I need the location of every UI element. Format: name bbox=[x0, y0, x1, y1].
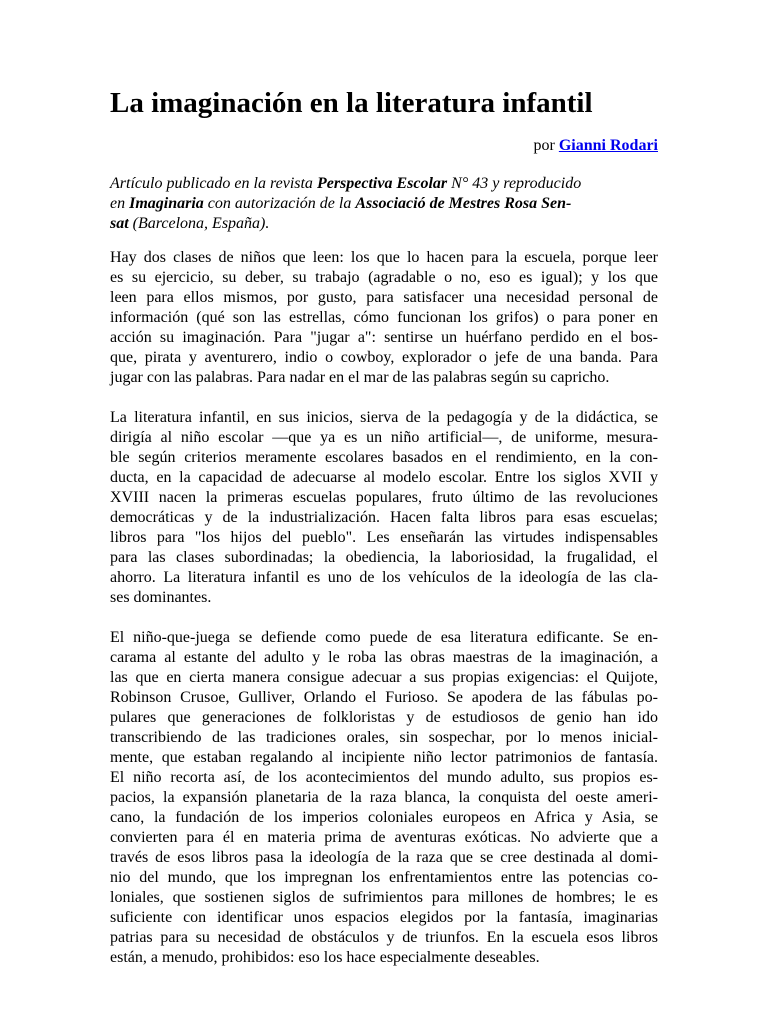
article-body bbox=[110, 248, 658, 988]
paragraph-line: transcribiendo de las tradiciones orales, sin sospechar, por lo menos inicial- bbox=[110, 729, 658, 746]
association-name: Associació de Mestres Rosa Sen- bbox=[355, 195, 572, 212]
paragraph-line: suficiente con identificar unos espacios elegidos por la fantasía, imaginarias bbox=[110, 909, 658, 926]
magazine-name: Perspectiva Escolar bbox=[316, 175, 448, 192]
byline-prefix: por bbox=[533, 137, 559, 154]
note-text: Artículo publicado en la revista bbox=[110, 175, 317, 192]
paragraph-line: leen para ellos mismos, por gusto, para satisfacer una necesidad personal de bbox=[110, 289, 658, 306]
author-link[interactable]: Gianni Rodari bbox=[558, 137, 658, 154]
paragraph-line: las que en cierta manera consigue adecuar a sus propias exigencias: el Quijote, bbox=[110, 669, 658, 686]
paragraph-line: loniales, que sostienen siglos de sufrimientos para millones de hombres; le es bbox=[110, 889, 658, 906]
note-text: con autorización de la bbox=[203, 195, 356, 212]
paragraph-line: nio del mundo, que los impregnan los enfrentamientos entre las potencias co- bbox=[110, 869, 658, 886]
publication-note bbox=[110, 174, 626, 234]
paragraph-2 bbox=[110, 408, 658, 608]
note-text: (Barcelona, España). bbox=[128, 215, 270, 232]
paragraph-line: mente, que estaban regalando al incipiente niño lector patrimonios de fantasía. bbox=[110, 749, 658, 766]
imaginaria-name: Imaginaria bbox=[129, 195, 204, 212]
paragraph-line: acción su imaginación. Para "jugar a": sentirse un huérfano perdido en el bos- bbox=[110, 329, 658, 346]
paragraph-line: El niño recorta así, de los acontecimientos del mundo adulto, sus propios es- bbox=[110, 769, 658, 786]
paragraph-line: convierten para él en materia prima de aventuras exóticas. No advierte que a bbox=[110, 829, 658, 846]
paragraph-line: carama al estante del adulto y le roba las obras maestras de la imaginación, a bbox=[110, 649, 658, 666]
paragraph-line: ducta, en la capacidad de adecuarse al modelo escolar. Entre los siglos XVII y bbox=[110, 469, 658, 486]
paragraph-line: pulares que generaciones de folkloristas y de estudiosos de genio han ido bbox=[110, 709, 658, 726]
association-name: sat bbox=[110, 215, 129, 232]
paragraph-line: que, pirata y aventurero, indio o cowboy, explorador o jefe de una banda. Para bbox=[110, 349, 658, 366]
note-text: en bbox=[110, 195, 130, 212]
paragraph-line: información (qué son las estrellas, cómo funcionan los grifos) o para poner en bbox=[110, 309, 658, 326]
paragraph-line: dirigía al niño escolar —que ya es un niño artificial—, de uniforme, mesura- bbox=[110, 429, 658, 446]
paragraph-line: es su ejercicio, su deber, su trabajo (agradable o no, eso es igual); y los que bbox=[110, 269, 658, 286]
paragraph-line: para las clases subordinadas; la obediencia, la laboriosidad, la frugalidad, el bbox=[110, 549, 658, 566]
paragraph-line: patrias para su necesidad de obstáculos y de triunfos. En la escuela esos libros bbox=[110, 929, 658, 946]
paragraph-3 bbox=[110, 628, 658, 968]
paragraph-line: Hay dos clases de niños que leen: los que lo hacen para la escuela, porque leer bbox=[110, 249, 658, 266]
paragraph-line: jugar con las palabras. Para nadar en el mar de las palabras según su capricho. bbox=[110, 369, 610, 386]
paragraph-line: están, a menudo, prohibidos: eso los hace especialmente deseables. bbox=[110, 949, 540, 966]
byline bbox=[534, 136, 658, 156]
paragraph-line: libros para "los hijos del pueblo". Les enseñarán las virtudes indispensables bbox=[110, 529, 658, 546]
paragraph-line: La literatura infantil, en sus inicios, sierva de la pedagogía y de la didáctica, se bbox=[110, 409, 658, 426]
paragraph-line: ses dominantes. bbox=[110, 589, 212, 606]
paragraph-line: Robinson Crusoe, Gulliver, Orlando el Furioso. Se apodera de las fábulas po- bbox=[110, 689, 658, 706]
note-text: N° 43 y reproducido bbox=[447, 175, 582, 192]
paragraph-line: cano, la fundación de los imperios coloniales europeos en Africa y Asia, se bbox=[110, 809, 658, 826]
paragraph-line: pacios, la expansión planetaria de la raza blanca, la conquista del oeste ameri- bbox=[110, 789, 658, 806]
paragraph-line: través de esos libros pasa la ideología de la raza que se cree destinada al domi- bbox=[110, 849, 658, 866]
paragraph-line: democráticas y de la industrialización. Hacen falta libros para esas escuelas; bbox=[110, 509, 658, 526]
paragraph-line: El niño-que-juega se defiende como puede de esa literatura edificante. Se en- bbox=[110, 629, 658, 646]
paragraph-1 bbox=[110, 248, 658, 388]
paragraph-line: ahorro. La literatura infantil es uno de los vehículos de la ideología de las cla- bbox=[110, 569, 658, 586]
paragraph-line: XVIII nacen la primeras escuelas populares, fruto último de las revoluciones bbox=[110, 489, 658, 506]
article-title: La imaginación en la literatura infantil bbox=[110, 87, 593, 119]
paragraph-line: ble según criterios meramente escolares basados en el rendimiento, en la con- bbox=[110, 449, 658, 466]
